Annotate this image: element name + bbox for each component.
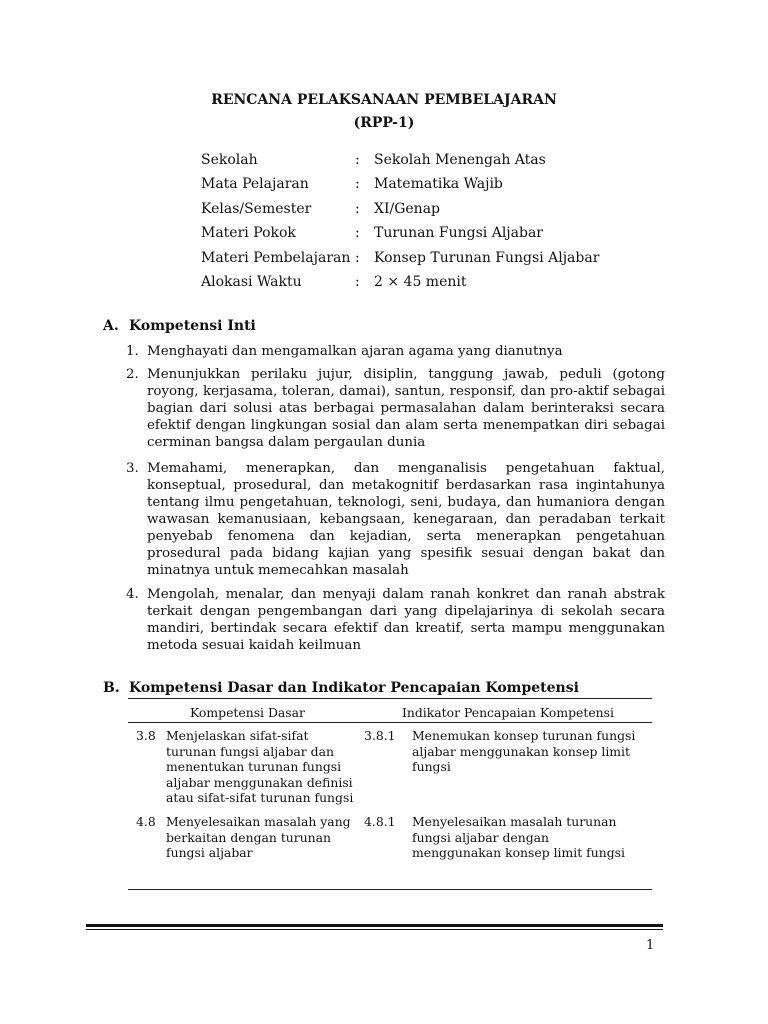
ki-item-2 [126,366,665,451]
info-value: Sekolah Menengah Atas [374,152,546,168]
ki-item-4 [126,586,665,654]
ipk-text: Menyelesaikan masalah turunan fungsi aljabar dengan menggunakan konsep limit fungsi [412,814,625,860]
section-a-heading [103,318,256,334]
info-label: Alokasi Waktu [201,273,302,290]
kd-text: Menyelesaikan masalah yang berkaitan dengan turunan fungsi aljabar [166,814,351,860]
ki-number: 1. [126,344,139,359]
kd-text: Menjelaskan sifat-sifat turunan fungsi aljabar dan menentukan turunan fungsi aljabar menggunakan definisi atau sifat-sifat turunan fungsi [166,728,354,805]
section-letter: A. [103,318,119,334]
info-label: Sekolah [201,152,258,168]
table-header-ipk: Indikator Pencapaian Kompetensi [402,705,614,720]
info-colon: : [355,176,360,193]
info-colon: : [355,200,360,217]
ki-item-3 [126,460,665,579]
info-value: 2 × 45 menit [374,273,467,290]
ki-text: Memahami, menerapkan, dan menganalisis pengetahuan faktual, konseptual, prosedural, dan metakognitif berdasarkan rasa ingintahunya tentang ilmu pengetahuan, teknologi, seni, budaya, dan humaniora dengan wawasan kemanusiaan, kebangsaan, kenegaraan, dan peradaban terkait penyebab fenomena dan kejadian, serta menerapkan pengetahuan prosedural pada bidang kajian yang spesifik sesuai dengan bakat dan minatnya untuk memecahkan masalah [147,461,665,578]
info-value: Matematika Wajib [374,176,503,193]
ki-number: 2. [126,367,139,382]
info-value: Konsep Turunan Fungsi Aljabar [374,249,600,266]
section-letter: B. [103,680,120,696]
ki-number: 3. [126,461,139,476]
table-header-kd: Kompetensi Dasar [190,705,305,720]
footer-rule-thin [86,929,663,930]
ipk-number: 3.8.1 [364,728,396,743]
ki-text: Menunjukkan perilaku jujur, disiplin, tanggung jawab, peduli (gotong royong, kerjasama, toleran, damai), santun, responsif, dan pro-aktif sebagai bagian dari solusi atas berbagai permasalahan dalam berinteraksi secara efektif dengan lingkungan sosial dan alam serta menempatkan diri sebagai cerminan bangsa dalam pergaulan dunia [147,367,665,450]
info-label: Mata Pelajaran [201,176,309,193]
section-b-heading [103,680,579,696]
identity-table [201,152,661,298]
kd-number: 3.8 [136,728,156,743]
info-row-alokasi-waktu [201,274,661,298]
info-row-sekolah [201,152,661,176]
info-label: Kelas/Semester [201,200,312,217]
info-value: Turunan Fungsi Aljabar [374,225,543,242]
ipk-text: Menemukan konsep turunan fungsi aljabar menggunakan konsep limit fungsi [412,728,636,774]
kd-number: 4.8 [136,814,156,829]
section-title: Kompetensi Dasar dan Indikator Pencapaian Kompetensi [129,680,579,696]
info-label: Materi Pokok [201,225,296,242]
ki-number: 4. [126,587,139,602]
info-colon: : [355,249,360,266]
info-row-materi-pokok [201,225,661,249]
page-number: 1 [646,938,655,953]
section-title: Kompetensi Inti [129,318,256,334]
info-row-kelas-semester [201,201,661,225]
info-colon: : [355,152,360,168]
ki-item-1 [126,343,665,360]
document-subtitle: (RPP-1) [353,115,415,131]
ki-text: Menghayati dan mengamalkan ajaran agama yang dianutnya [147,344,563,359]
info-colon: : [355,273,360,290]
footer-rule-thick [86,924,663,927]
document-title: RENCANA PELAKSANAAN PEMBELAJARAN [211,92,557,108]
ki-text: Mengolah, menalar, dan menyaji dalam ranah konkret dan ranah abstrak terkait dengan pengembangan dari yang dipelajarinya di sekolah secara mandiri, bertindak secara efektif dan kreatif, serta mampu menggunakan metoda sesuai kaidah keilmuan [147,587,665,653]
header-divider [128,722,652,723]
info-colon: : [355,225,360,242]
info-row-materi-pembelajaran [201,250,661,274]
info-value: XI/Genap [374,200,441,217]
ipk-number: 4.8.1 [364,814,396,829]
kd-ipk-table [128,698,652,890]
info-row-mata-pelajaran [201,176,661,200]
info-label: Materi Pembelajaran [201,249,351,266]
